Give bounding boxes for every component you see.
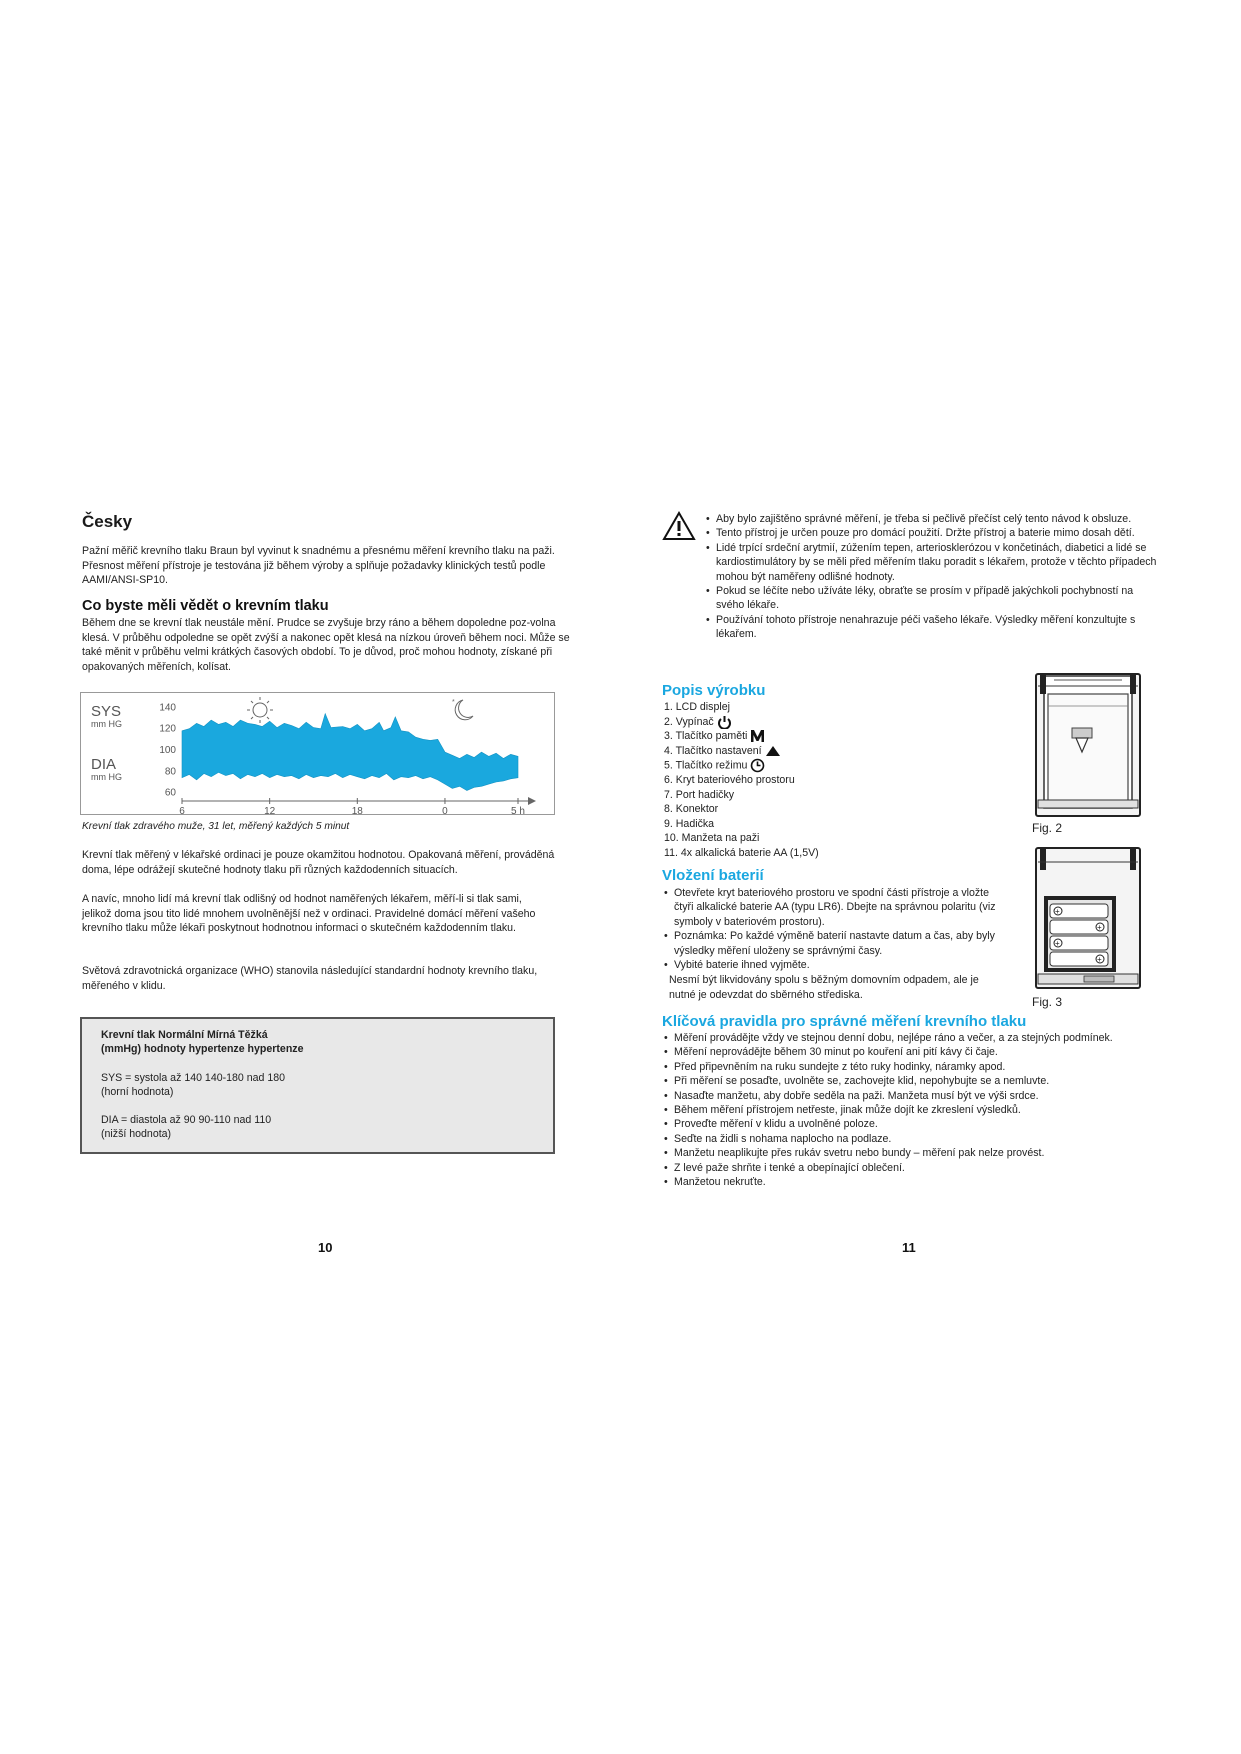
list-item: • Během měření přístrojem netřeste, jinak může dojít ke zkreslení výsledků. [664,1103,1184,1117]
list-item: 2. Vypínač [664,715,914,730]
table-header-2: (mmHg) hodnoty hypertenze hypertenze [101,1043,304,1055]
blood-pressure-chart [80,692,555,816]
paragraph-3: Světová zdravotnická organizace (WHO) stanovila následující standardní hodnoty krevního tlaku, měřeného v klidu. [82,965,538,992]
svg-text:+: + [1097,923,1102,932]
paragraph-1: Krevní tlak měřený v lékařské ordinaci je pouze okamžitou hodnotou. Opakovaná měření, prováděná doma, lépe odrážejí skutečné hodnoty tlaku při různých každodenních situacích. [82,849,555,876]
rules-title: Klíčová pravidla pro správné měření krevního tlaku [662,1013,1027,1030]
battery-list [664,886,1004,972]
svg-text:+: + [1097,955,1102,964]
list-item: • Měření provádějte vždy ve stejnou denní dobu, nejlépe ráno a večer, a za stejných podmínek. [664,1031,1184,1045]
fig2-label: Fig. 2 [1032,821,1063,835]
x-tick-label: 12 [264,806,276,816]
page-number-left: 10 [318,1240,333,1255]
list-item: • Používání tohoto přístroje nenahrazuje péči vašeho lékaře. Výsledky měření konzultujte s lékařem. [706,613,1158,642]
list-item: 9. Hadička [664,817,715,830]
list-item: 10. Manžeta na paži [664,832,760,844]
y-tick-label: 140 [159,702,176,714]
product-title: Popis výrobku [662,682,766,699]
page-heading: Česky [82,512,133,531]
y-tick-label: 80 [164,766,176,778]
list-item: • Otevřete kryt bateriového prostoru ve spodní části přístroje a vložte čtyři alkalické baterie AA (typu LR6). Dbejte na správnou polaritu (viz symboly v bateriovém prostoru). [664,886,1004,929]
svg-text:*: * [452,699,455,706]
product-list [664,700,914,860]
list-item: 5. Tlačítko režimu [664,758,914,773]
list-item: • Aby bylo zajištěno správné měření, je třeba si pečlivě přečíst celý tento návod k obsluze. [706,512,1158,526]
svg-text:+: + [1055,939,1060,948]
x-tick-label: 18 [351,806,363,816]
list-item: 1. LCD displej [664,701,730,713]
clock-icon [750,758,765,773]
list-item: 11. 4x alkalická baterie AA (1,5V) [664,846,819,859]
table-dia-row: DIA = diastola až 90 90-110 nad 110 [101,1114,272,1126]
warning-icon [662,511,696,541]
y-tick-label: 120 [159,723,176,735]
battery-disposal-note: Nesmí být likvidovány spolu s běžným domovním odpadem, ale je nutné je odevzdat do sběrného střediska. [669,974,979,1001]
list-item: • Měření neprovádějte během 30 minut po kouření ani pití kávy či čaje. [664,1045,1184,1059]
list-item: • Proveďte měření v klidu a uvolněné poloze. [664,1117,1184,1131]
paragraph-2: A navíc, mnoho lidí má krevní tlak odlišný od hodnot naměřených lékařem, měří-li si tlak sami, jelikož doma jsou tito lidé mnohem uvolněnější než v ordinaci. Pravidelné domácí měření vašeho krevního tlaku může lékaři poskytnout hodnotnou informaci o skutečném každodenním tlaku. [82,893,536,935]
list-item: 8. Konektor [664,803,719,815]
sys-label: SYS [91,703,122,720]
list-item: • Lidé trpící srdeční arytmií, zúžením tepen, arteriosklerózou v končetinách, diabetici a lidé se kardiostimulátory by se měli před měřením tlaku poradit s lékařem, protože v těchto případech mohou být naměřeny odlišné hodnoty. [706,541,1158,584]
sys-unit-label: mm HG [91,719,122,729]
list-item: • Manžetou nekruťte. [664,1175,1184,1189]
memory-m-icon [750,729,765,743]
list-item: • Seďte na židli s nohama naplocho na podlaze. [664,1132,1184,1146]
table-dia-note: (nižší hodnota) [101,1128,172,1140]
svg-text:+: + [1055,907,1060,916]
list-item: • Nasaďte manžetu, aby dobře seděla na paži. Manžeta musí být ve výši srdce. [664,1089,1184,1103]
section-title: Co byste měli vědět o krevním tlaku [82,598,329,614]
x-tick-label: 5 h [511,806,525,816]
set-triangle-icon [765,745,781,757]
list-item: 7. Port hadičky [664,788,735,801]
page-number-right: 11 [902,1240,916,1255]
list-item: • Vybité baterie ihned vyjměte. [664,958,1004,972]
fig3-label: Fig. 3 [1032,995,1063,1009]
list-item: 3. Tlačítko paměti [664,729,914,744]
chart-caption: Krevní tlak zdravého muže, 31 let, měřený každých 5 minut [82,821,350,832]
list-item: • Poznámka: Po každé výměně baterií nastavte datum a čas, aby byly výsledky měření uloženy se správnými časy. [664,929,1004,958]
y-tick-label: 60 [164,787,176,799]
fig2-battery-cover-illustration [1034,672,1142,818]
y-tick-label: 100 [159,745,176,756]
table-header-1: Krevní tlak Normální Mírná Těžká [101,1029,268,1041]
x-tick-label: 0 [442,806,448,816]
table-sys-note: (horní hodnota) [101,1086,174,1098]
rules-list [664,1031,1184,1189]
x-tick-label: 6 [179,806,185,816]
list-item: • Tento přístroj je určen pouze pro domácí použití. Držte přístroj a baterie mimo dosah dětí. [706,526,1158,540]
battery-title: Vložení baterií [662,867,764,884]
intro-paragraph: Pažní měřič krevního tlaku Braun byl vyvinut k snadnému a přesnému měření krevního tlaku na paži. Přesnost měření přístroje je testována již během výroby a splňuje požadavky klinických testů podle AAMI/ANSI-SP10. [82,545,555,587]
list-item: • Pokud se léčíte nebo užíváte léky, obraťte se prosím v případě jakýchkoli pochybností na svého lékaře. [706,584,1158,613]
list-item: • Při měření se posaďte, uvolněte se, zachovejte klid, nepohybujte se a nemluvte. [664,1074,1184,1088]
warning-list [706,512,1158,642]
list-item: • Manžetu neaplikujte přes rukáv svetru nebo bundy – měření pak nelze provést. [664,1146,1184,1160]
list-item: 6. Kryt bateriového prostoru [664,774,795,786]
dia-unit-label: mm HG [91,772,122,782]
section-paragraph: Během dne se krevní tlak neustále mění. Prudce se zvyšuje brzy ráno a během dopoledne poz-volna klesá. V průběhu odpoledne se opět zvýší a nakonec opět klesá na nízkou úroveň během noci. Může se také měnit v průběhu velmi krátkých časových období. To je důvod, proč mohou hodnoty, získané při opakovaných měřeních, kolísat. [82,617,570,673]
table-sys-row: SYS = systola až 140 140-180 nad 180 [101,1072,286,1084]
list-item: • Z levé paže shrňte i tenké a obepínající oblečení. [664,1161,1184,1175]
list-item: 4. Tlačítko nastavení [664,744,914,759]
list-item: • Před připevněním na ruku sundejte z této ruky hodinky, náramky apod. [664,1060,1184,1074]
power-icon [717,715,732,729]
dia-label: DIA [91,756,117,773]
who-values-table [80,1017,555,1154]
fig3-battery-compartment-illustration [1034,846,1142,990]
